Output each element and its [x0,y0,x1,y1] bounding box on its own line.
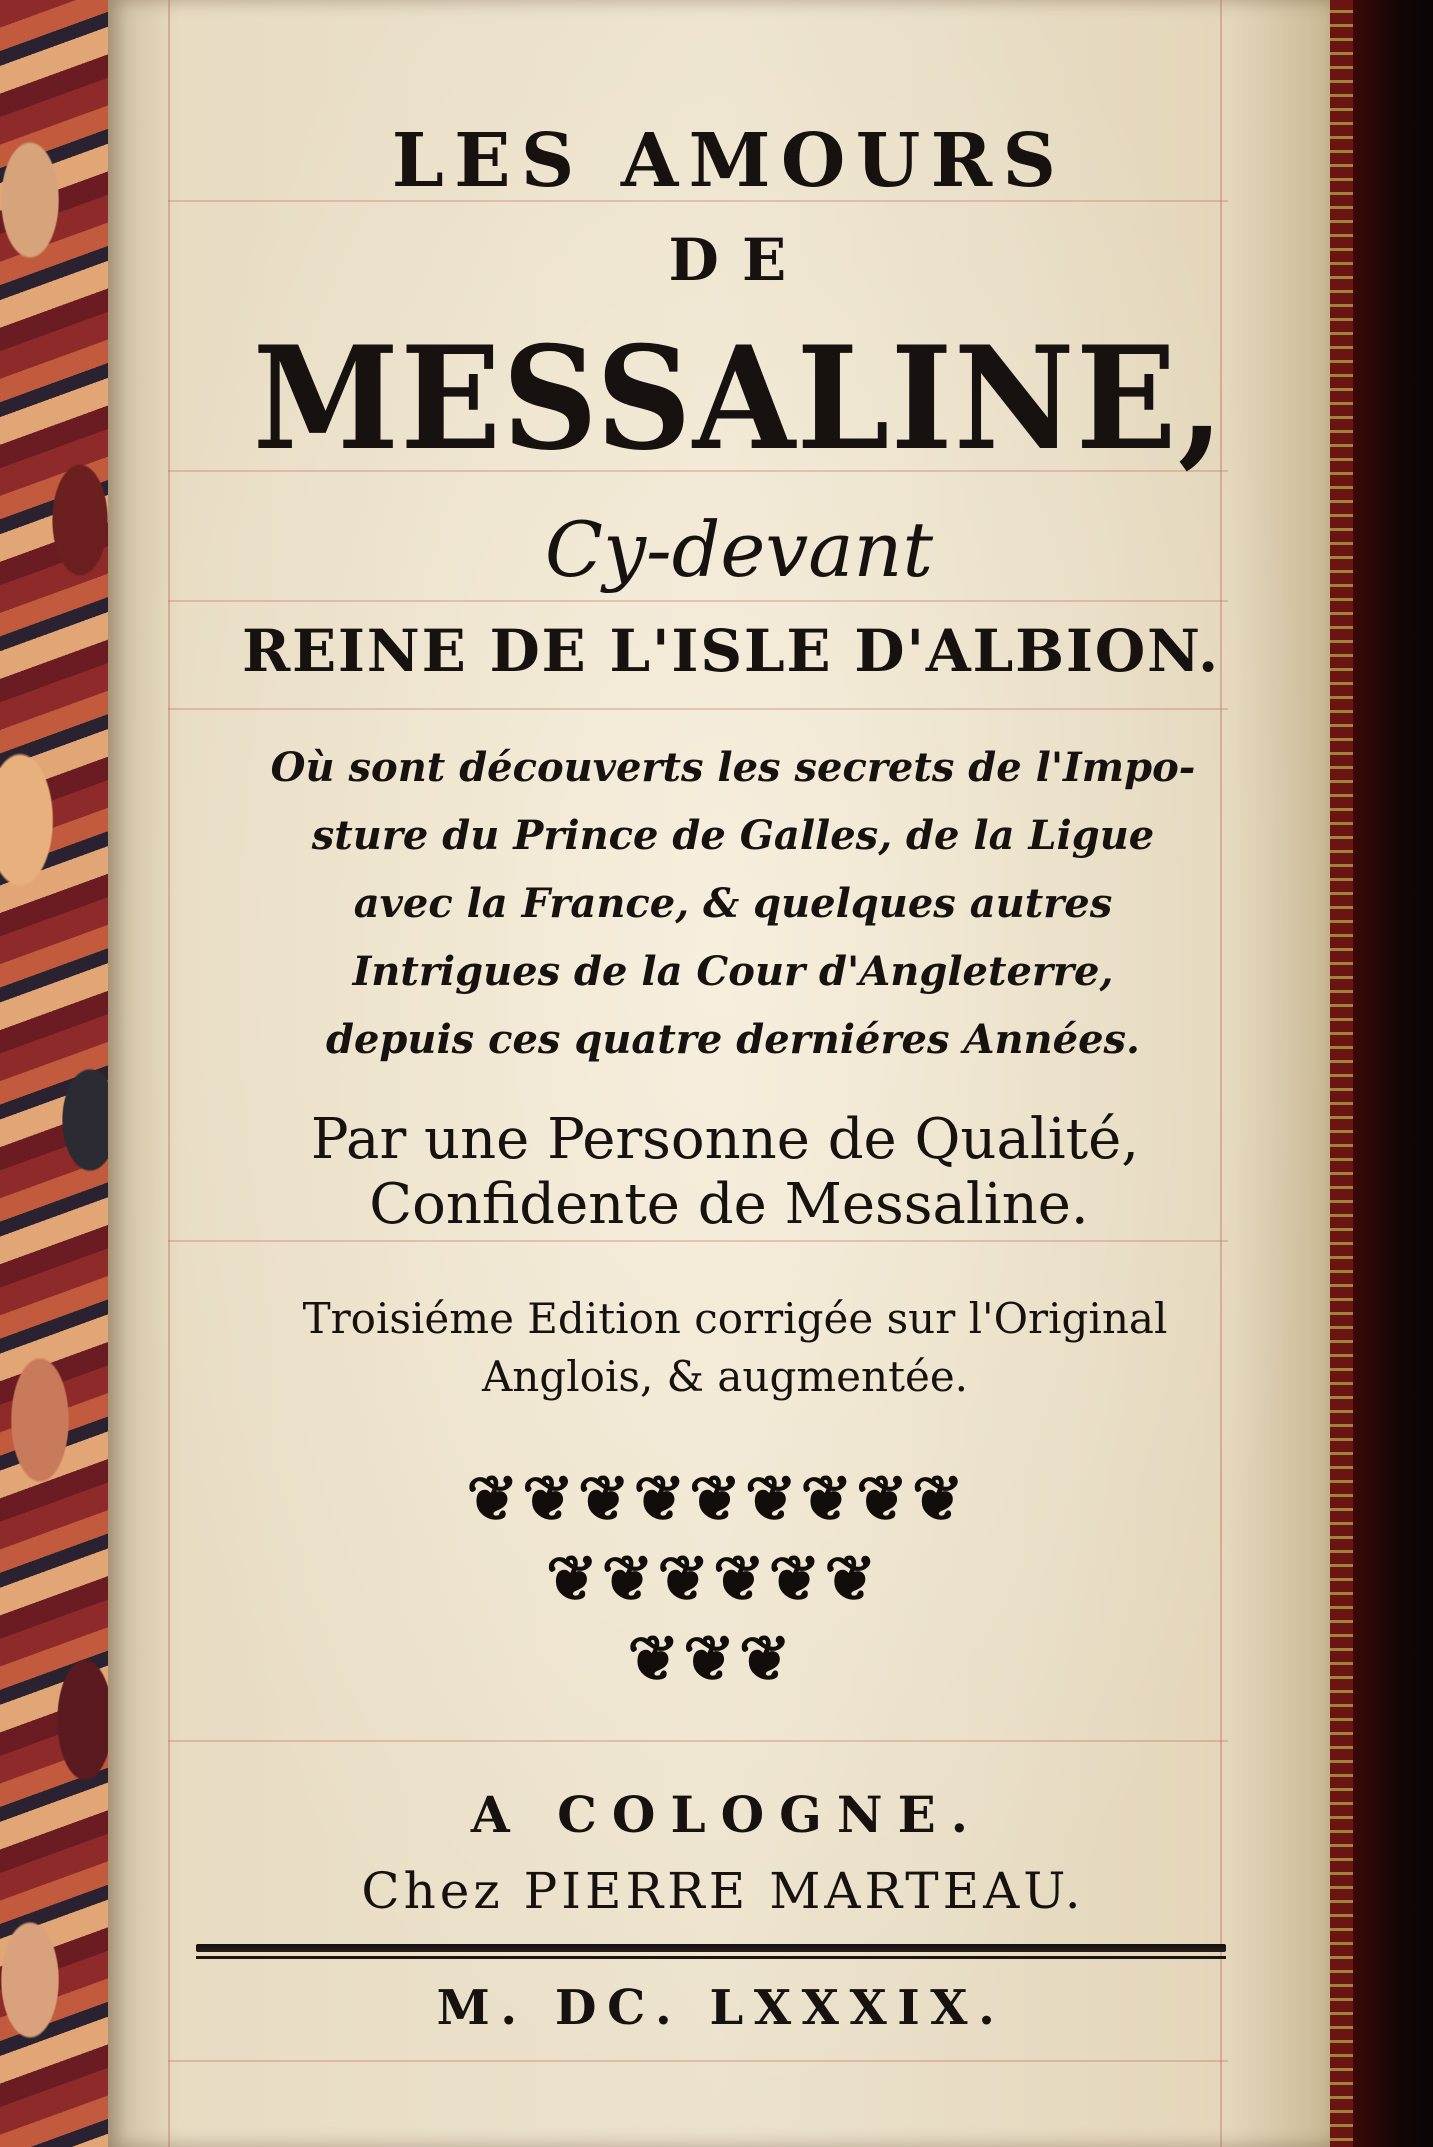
edition-line: Troisiéme Edition corrigée sur l'Original [302,1294,1168,1343]
fleuron-ornament-icon: ❦❦❦❦❦❦ [545,1542,880,1615]
title-line-cy-devant: Cy-devant [544,505,934,594]
title-page [108,0,1330,2147]
fleuron-ornament-icon: ❦❦❦ [627,1622,795,1695]
ruled-line [168,708,1228,710]
description-line: sture du Prince de Galles, de la Ligue [311,812,1155,859]
title-line-reine: REINE DE L'ISLE D'ALBION. [242,617,1220,685]
imprint-date: M. DC. LXXXIX. [436,1980,1006,2036]
ruled-line [168,600,1228,602]
title-line-les-amours: LES AMOURS [391,118,1067,204]
author-line: Confidente de Messaline. [369,1172,1089,1237]
description-line: Où sont découverts les secrets de l'Impo- [270,744,1196,791]
description-line: Intrigues de la Cour d'Angleterre, [352,948,1114,995]
leather-binding-edge [1325,0,1433,2147]
description-line: depuis ces quatre derniéres Années. [326,1016,1140,1063]
description-line: avec la France, & quelques autres [353,880,1113,927]
ruled-line [168,1240,1228,1242]
title-line-messaline: MESSALINE, [252,316,1226,482]
ruled-line [168,1740,1228,1742]
imprint-publisher: Chez PIERRE MARTEAU. [361,1862,1085,1920]
imprint-place: A COLOGNE. [470,1785,984,1844]
edition-line: Anglois, & augmentée. [481,1352,969,1401]
ruled-line [168,2060,1228,2062]
title-line-de: DE [668,226,810,294]
fleuron-ornament-icon: ❦❦❦❦❦❦❦❦❦ [466,1462,968,1535]
marbled-endpaper [0,0,118,2147]
double-rule-divider [196,1944,1226,1952]
author-line: Par une Personne de Qualité, [310,1107,1140,1172]
